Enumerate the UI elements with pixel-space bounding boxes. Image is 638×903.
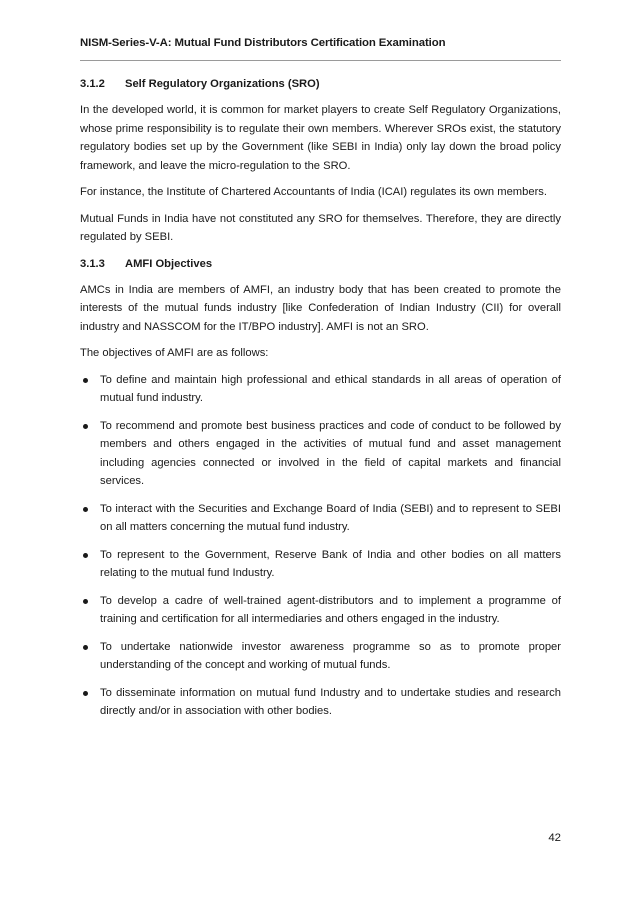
paragraph: In the developed world, it is common for market players to create Self Regulatory Organizations, whose prime responsibility is to regulate their own members. Wherever SROs exist, the statutory regulatory bodies set up by the Government (like SEBI in India) only lay down the broad policy framework, and leave the micro-regulation to the SRO. [80,104,561,172]
list-item-text: To disseminate information on mutual fund Industry and to undertake studies and research directly and/or in association with other bodies. [100,686,561,717]
objectives-list [80,371,561,721]
list-item-text: To recommend and promote best business practices and code of conduct to be followed by members and others engaged in the activities of mutual fund and asset management including agencies connected or involved in the field of capital markets and financial services. [100,419,561,487]
list-item [80,684,561,721]
list-item-text: To interact with the Securities and Exchange Board of India (SEBI) and to represent to SEBI on all matters concerning the mutual fund industry. [100,502,561,533]
bullet-icon [83,378,88,383]
page-number: 42 [548,832,561,844]
bullet-icon [83,553,88,558]
list-item-text: To develop a cadre of well-trained agent-distributors and to implement a programme of training and certification for all intermediaries and others engaged in the industry. [100,594,561,625]
paragraph: Mutual Funds in India have not constituted any SRO for themselves. Therefore, they are directly regulated by SEBI. [80,212,561,243]
paragraph: For instance, the Institute of Chartered Accountants of India (ICAI) regulates its own members. [80,186,547,198]
paragraph: The objectives of AMFI are as follows: [80,347,269,359]
bullet-icon [83,424,88,429]
section-title: AMFI Objectives [125,257,213,270]
list-item [80,638,561,675]
list-item [80,500,561,537]
section-heading-amfi [80,255,561,273]
page-content [80,75,561,730]
running-header: NISM-Series-V-A: Mutual Fund Distributors Certification Examination [80,37,446,49]
section-number: 3.1.2 [80,78,105,90]
header-divider [80,60,561,61]
list-item [80,371,561,408]
list-item-text: To undertake nationwide investor awareness programme so as to promote proper understanding of the concept and working of mutual funds. [100,640,561,671]
list-item-text: To define and maintain high professional and ethical standards in all areas of operation of mutual fund industry. [100,373,561,404]
paragraph: AMCs in India are members of AMFI, an industry body that has been created to promote the interests of the mutual funds industry [like Confederation of Indian Industry (CII) for overall industry and NASSCOM for the IT/BPO industry]. AMFI is not an SRO. [80,283,561,333]
bullet-icon [83,645,88,650]
list-item [80,417,561,491]
bullet-icon [83,507,88,512]
list-item-text: To represent to the Government, Reserve Bank of India and other bodies on all matters relating to the mutual fund Industry. [100,548,561,579]
bullet-icon [83,691,88,696]
section-number: 3.1.3 [80,257,105,270]
section-heading-sro [80,75,561,93]
list-item [80,546,561,583]
list-item [80,592,561,629]
section-title: Self Regulatory Organizations (SRO) [125,78,320,90]
bullet-icon [83,599,88,604]
